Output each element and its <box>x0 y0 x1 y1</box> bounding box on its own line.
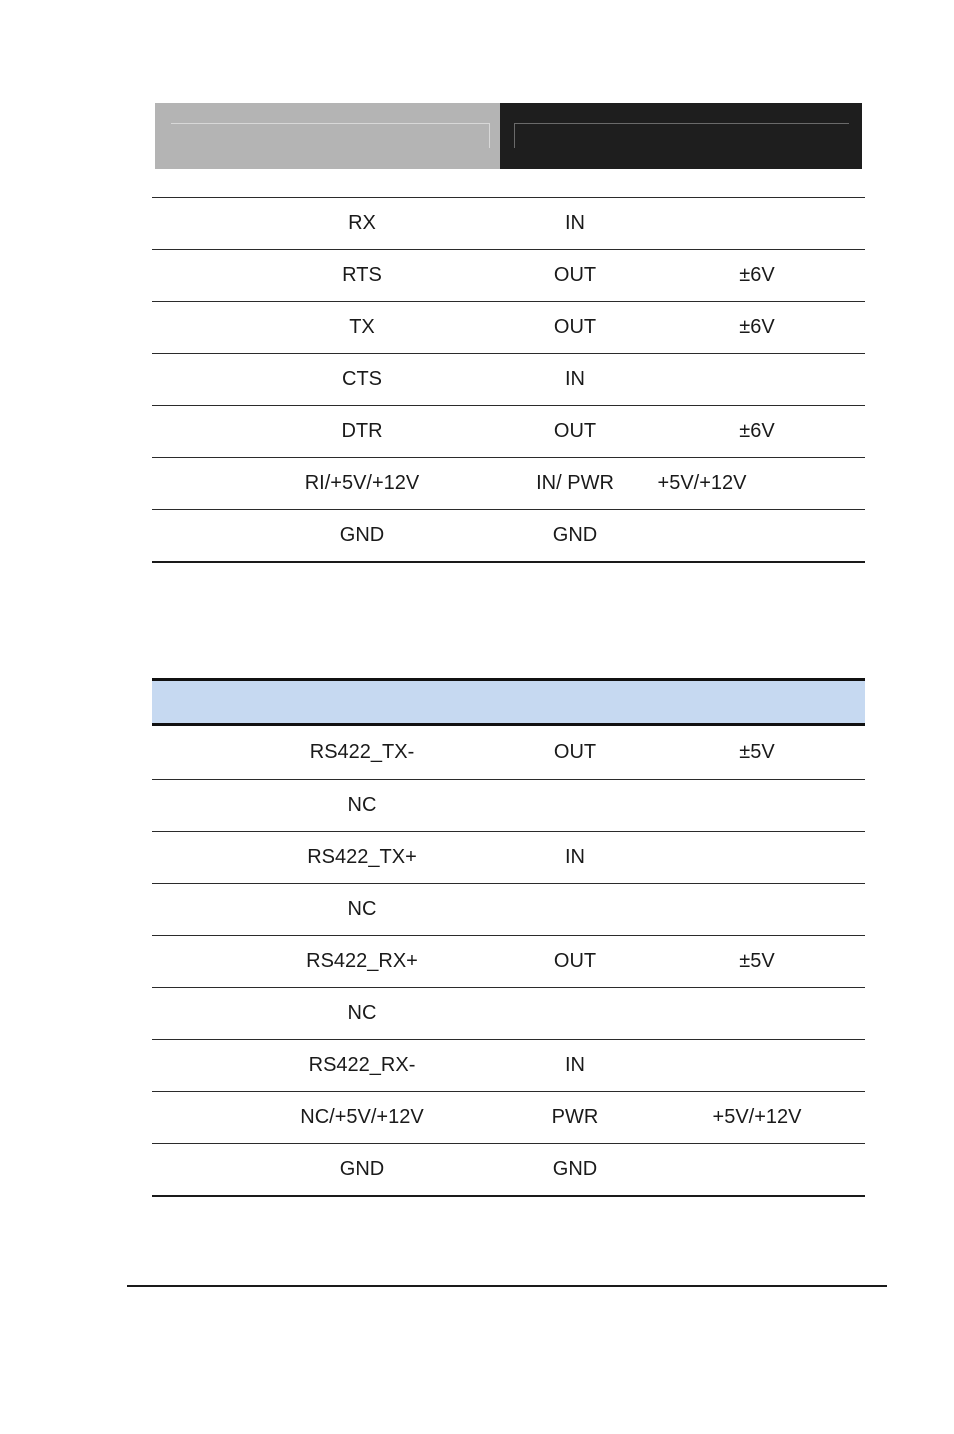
level-cell: ±6V <box>739 316 775 338</box>
table-row <box>152 935 865 987</box>
tab-inner-frame <box>171 123 490 148</box>
type-cell: OUT <box>553 420 597 442</box>
table-bottom-rule <box>152 1195 865 1197</box>
signal-cell: RS422_TX- <box>309 741 415 763</box>
level-cell: ±6V <box>739 420 775 442</box>
level-cell <box>667 780 847 831</box>
signal-cell: RS422_RX+ <box>306 950 418 972</box>
signal-cell: NC <box>347 898 377 920</box>
table-row <box>152 353 865 405</box>
table-row <box>152 405 865 457</box>
signal-cell: RTS <box>342 264 382 286</box>
rs422-pin-table <box>152 727 865 1197</box>
level-cell <box>667 988 847 1039</box>
rs422-table-header <box>152 678 865 726</box>
type-cell: IN/ PWR <box>536 472 614 494</box>
table-row <box>152 301 865 353</box>
table-row <box>152 1091 865 1143</box>
signal-cell: NC <box>347 794 377 816</box>
table-row <box>152 727 865 779</box>
table-row <box>152 249 865 301</box>
level-cell <box>667 1144 847 1195</box>
level-cell <box>667 884 847 935</box>
signal-cell: CTS <box>342 368 382 390</box>
level-cell <box>667 198 847 249</box>
level-cell <box>667 510 847 561</box>
type-cell <box>485 988 665 1039</box>
table-row <box>152 883 865 935</box>
type-cell: OUT <box>553 741 597 763</box>
table-row <box>152 987 865 1039</box>
table-bottom-rule <box>152 561 865 563</box>
signal-cell: RI/+5V/+12V <box>304 472 420 494</box>
tab-inner-frame <box>514 123 849 148</box>
type-cell: GND <box>552 1158 598 1180</box>
type-cell <box>485 780 665 831</box>
level-cell: ±5V <box>739 741 775 763</box>
table-row <box>152 831 865 883</box>
type-cell: IN <box>565 1054 585 1076</box>
level-cell <box>667 832 847 883</box>
level-cell: +5V/+12V <box>657 472 747 494</box>
type-cell: IN <box>565 212 585 234</box>
table-row <box>152 509 865 561</box>
signal-cell: RS422_RX- <box>308 1054 416 1076</box>
type-cell: OUT <box>553 264 597 286</box>
chapter-tab-right <box>500 103 862 169</box>
signal-cell: GND <box>339 1158 385 1180</box>
chapter-tab-left <box>155 103 500 169</box>
signal-cell: DTR <box>341 420 383 442</box>
table-row <box>152 1143 865 1195</box>
table-row <box>152 197 865 249</box>
type-cell: OUT <box>553 950 597 972</box>
page-footer-rule <box>127 1285 887 1287</box>
type-cell: OUT <box>553 316 597 338</box>
type-cell: IN <box>565 368 585 390</box>
level-cell: ±5V <box>739 950 775 972</box>
type-cell <box>485 884 665 935</box>
signal-cell: GND <box>339 524 385 546</box>
table-row <box>152 1039 865 1091</box>
rs232-pin-table <box>152 197 865 563</box>
table-row <box>152 779 865 831</box>
level-cell: +5V/+12V <box>712 1106 802 1128</box>
level-cell: ±6V <box>739 264 775 286</box>
signal-cell: NC <box>347 1002 377 1024</box>
type-cell: PWR <box>551 1106 599 1128</box>
level-cell <box>667 1040 847 1091</box>
table-row <box>152 457 865 509</box>
signal-cell: NC/+5V/+12V <box>300 1106 424 1128</box>
signal-cell: RX <box>348 212 376 234</box>
type-cell: IN <box>565 846 585 868</box>
type-cell: GND <box>552 524 598 546</box>
signal-cell: RS422_TX+ <box>307 846 417 868</box>
signal-cell: TX <box>349 316 375 338</box>
level-cell <box>667 354 847 405</box>
